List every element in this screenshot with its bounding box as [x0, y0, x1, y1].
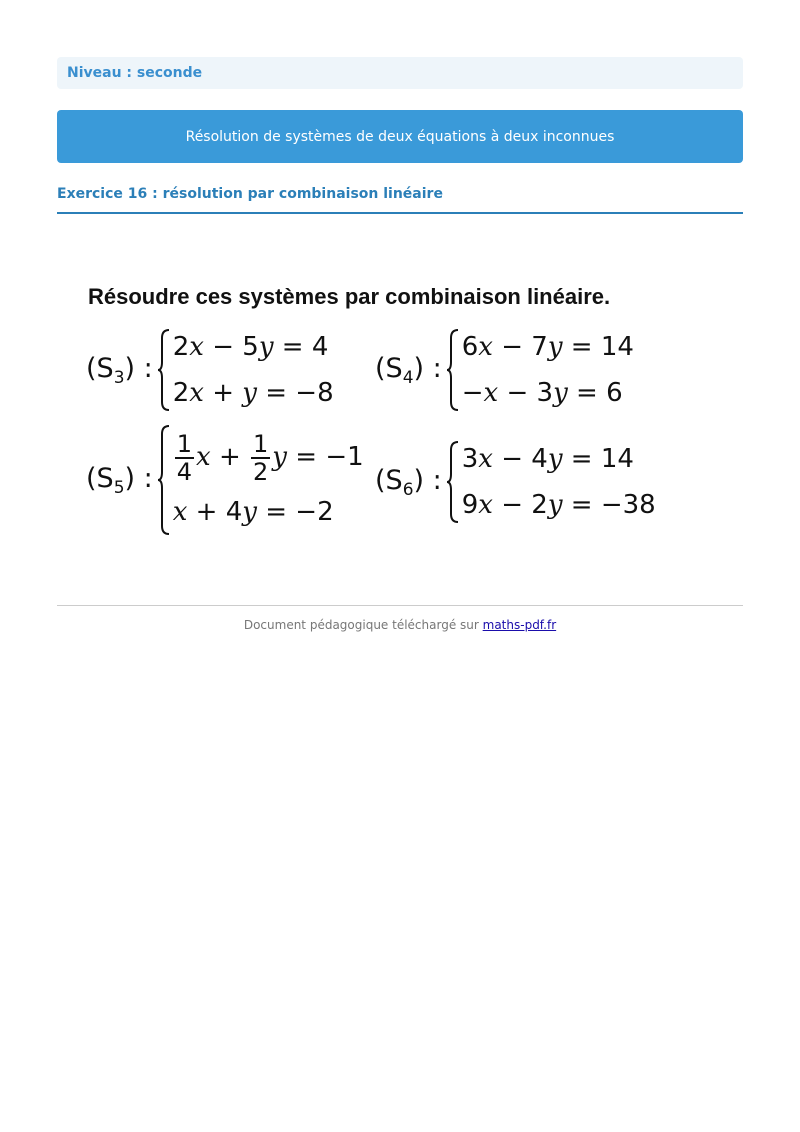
equation-2: 9x − 2y = −38	[461, 490, 656, 520]
system-label: $(S_4)$ :	[375, 352, 442, 388]
title-banner	[57, 110, 743, 163]
equation-2: x + 4y = −2	[172, 497, 334, 527]
fraction: $\frac{1}{4}$	[176, 429, 193, 486]
equation-1: 2x − 5y = 4	[172, 332, 329, 362]
fraction: $\frac{1}{2}$	[253, 429, 269, 486]
equation-2: −x − 3y = 6	[461, 378, 623, 408]
equation-1: 3x − 4y = 14	[461, 444, 634, 474]
left-brace-icon	[446, 328, 460, 412]
page-title: Résolution de systèmes de deux équations à deux inconnues	[185, 128, 615, 145]
level-label: Niveau : seconde	[67, 65, 203, 81]
equation-2: 2x + y = −8	[172, 378, 334, 408]
system-s4	[375, 324, 634, 416]
exercise-title: Exercice 16 : résolution par combinaison linéaire	[57, 186, 743, 214]
left-brace-icon	[157, 424, 171, 536]
level-banner	[57, 57, 743, 89]
system-label: $(S_3)$ :	[86, 352, 153, 388]
exercise-content	[57, 214, 743, 604]
left-brace-icon	[157, 328, 171, 412]
equation-1: 6x − 7y = 14	[461, 332, 634, 362]
system-s3	[86, 324, 334, 416]
page	[57, 57, 743, 604]
left-brace-icon	[446, 440, 460, 524]
equation-1: $\frac{1}{4}$ x + $\frac{1}{2}$ y = −1	[176, 429, 364, 486]
system-s6	[375, 436, 656, 528]
footer	[57, 605, 743, 632]
footer-text: Document pédagogique téléchargé sur	[243, 618, 483, 632]
system-label: $(S_5)$ :	[86, 462, 153, 498]
system-s5	[86, 424, 364, 536]
exercise-instruction: Résoudre ces systèmes par combinaison linéaire.	[88, 284, 611, 309]
system-label: $(S_6)$ :	[375, 464, 442, 500]
footer-link[interactable]: maths-pdf.fr	[482, 618, 557, 632]
